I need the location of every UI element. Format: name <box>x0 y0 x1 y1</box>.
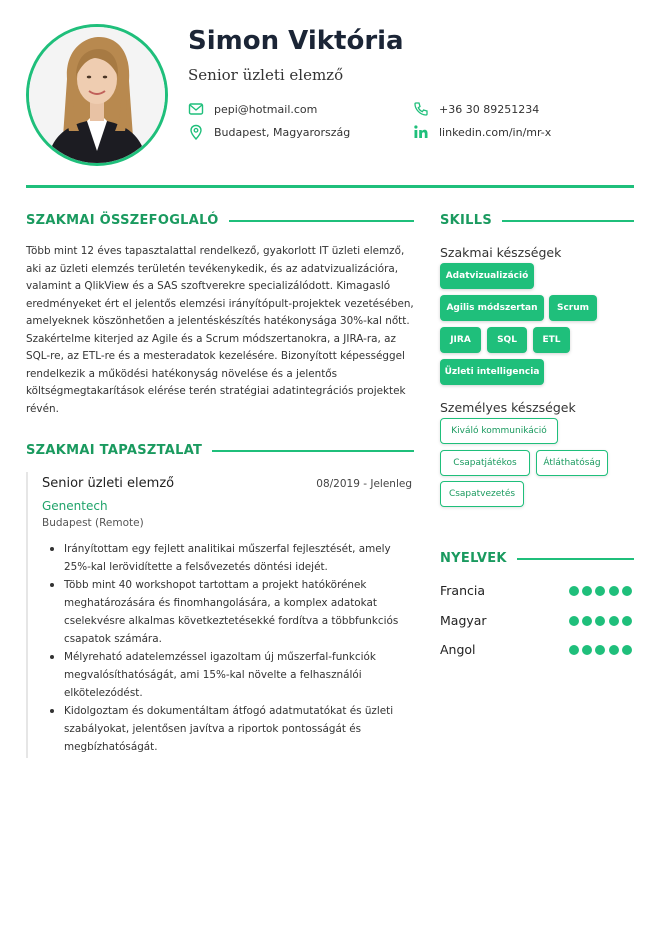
mail-icon <box>188 101 204 117</box>
summary-text: Több mint 12 éves tapasztalattal rendelkező, gyakorlott IT üzleti elemző, aki az üzleti elemzés területén tevékenykedik, és az adatvizualizációra, valamint a QlikView és a SAS szoftverekre specializálódott. Kimagasló eredményeket ért el jelentős elemzési irányítópult-projektek vezetésében, amelyeknek köszönhetően a jelentéskészítés hatékonysága 30%-kal nőtt. Szakértelme kiterjed az Agile és a Scrum módszertanokra, a JIRA-ra, az SQL-re, az ETL-re és a mesteradatok kezelésére. Bizonyított képességgel rendelkezik a működési hatékonyság növelése és a jelentős költségmegtakarítások elérése terén stratégiai adatintegrációs projektek révén. <box>26 245 414 415</box>
candidate-name: Simon Viktória <box>188 26 404 56</box>
languages-heading-text: NYELVEK <box>440 551 507 566</box>
experience-bullet: Mélyreható adatelemzéssel igazoltam új műszerfal-funkciók megvalósíthatóságát, ami 15%-kal növelte a felhasználói elkötelezódést. <box>42 648 402 702</box>
level-dot <box>569 616 579 626</box>
skill-chip: Adatvizualizáció <box>440 263 534 289</box>
summary-heading-text: SZAKMAI ÖSSZEFOGLALÓ <box>26 213 219 228</box>
phone-text: +36 30 89251234 <box>439 102 540 116</box>
language-name: Francia <box>440 583 486 598</box>
skill-chip: JIRA <box>440 327 481 353</box>
personal-skills-title: Személyes készségek <box>440 400 576 415</box>
skills-heading-text: SKILLS <box>440 213 493 228</box>
level-dot <box>582 586 592 596</box>
skill-chip: Kiváló kommunikáció <box>440 418 558 444</box>
heading-line <box>212 450 414 452</box>
heading-line <box>502 220 634 222</box>
level-dot <box>609 645 619 655</box>
skill-chip: Scrum <box>549 295 597 321</box>
language-level <box>569 645 635 655</box>
level-dot <box>609 616 619 626</box>
experience-company: Genentech <box>42 499 108 513</box>
level-dot <box>569 586 579 596</box>
level-dot <box>582 616 592 626</box>
contact-linkedin[interactable] <box>413 124 551 140</box>
level-dot <box>622 645 632 655</box>
profile-photo <box>26 24 168 166</box>
summary-heading <box>26 213 414 228</box>
experience-heading <box>26 443 414 458</box>
experience-bullet: Több mint 40 workshopot tartottam a projekt hatókörének meghatározására és finomhangolására, a komplex adatokat cselekvésre alkalmas következtetésekké fordítva a többfunkciós csapatok számára. <box>42 576 402 648</box>
skill-chip: Csapatvezetés <box>440 481 524 507</box>
language-level <box>569 616 635 626</box>
portrait-image <box>29 27 165 163</box>
level-dot <box>609 586 619 596</box>
language-name: Magyar <box>440 613 487 628</box>
level-dot <box>595 645 605 655</box>
languages-heading <box>440 551 634 566</box>
header-divider <box>26 185 634 188</box>
experience-heading-text: SZAKMAI TAPASZTALAT <box>26 443 203 458</box>
skill-chip: Agilis módszertan <box>440 295 544 321</box>
level-dot <box>622 586 632 596</box>
skill-chip: ETL <box>533 327 570 353</box>
skill-chip: Átláthatóság <box>536 450 608 476</box>
skill-chip: Üzleti intelligencia <box>440 359 544 385</box>
heading-line <box>517 558 634 560</box>
language-level <box>569 586 635 596</box>
language-name: Angol <box>440 642 476 657</box>
professional-skills-title: Szakmai készségek <box>440 245 562 260</box>
skill-chip: Csapatjátékos <box>440 450 530 476</box>
phone-icon <box>413 101 429 117</box>
candidate-title: Senior üzleti elemző <box>188 66 344 84</box>
level-dot <box>595 616 605 626</box>
contact-location <box>188 124 350 140</box>
skills-heading <box>440 213 634 228</box>
heading-line <box>229 220 414 222</box>
experience-bullet: Irányítottam egy fejlett analitikai műszerfal fejlesztését, amely 25%-kal lerövidítette a felsővezetés döntési idejét. <box>42 540 402 576</box>
contact-email[interactable] <box>188 101 317 117</box>
experience-bullet: Kidolgoztam és dokumentáltam átfogó adatmutatókat és üzleti szabályokat, jelentősen javítva a riportok pontosságát és megbízhatóságát. <box>42 702 402 756</box>
level-dot <box>622 616 632 626</box>
experience-bullets <box>42 540 402 756</box>
experience-entry <box>26 472 414 758</box>
location-icon <box>188 124 204 140</box>
location-text: Budapest, Magyarország <box>214 125 351 139</box>
contact-phone[interactable] <box>413 101 539 117</box>
experience-role: Senior üzleti elemző <box>42 476 175 491</box>
level-dot <box>595 586 605 596</box>
linkedin-icon <box>413 124 429 140</box>
email-text: pepi@hotmail.com <box>214 102 318 116</box>
level-dot <box>582 645 592 655</box>
level-dot <box>569 645 579 655</box>
skill-chip: SQL <box>487 327 527 353</box>
linkedin-text: linkedin.com/in/mr-x <box>439 125 552 139</box>
experience-dates: 08/2019 - Jelenleg <box>316 478 412 490</box>
experience-location: Budapest (Remote) <box>42 517 144 529</box>
